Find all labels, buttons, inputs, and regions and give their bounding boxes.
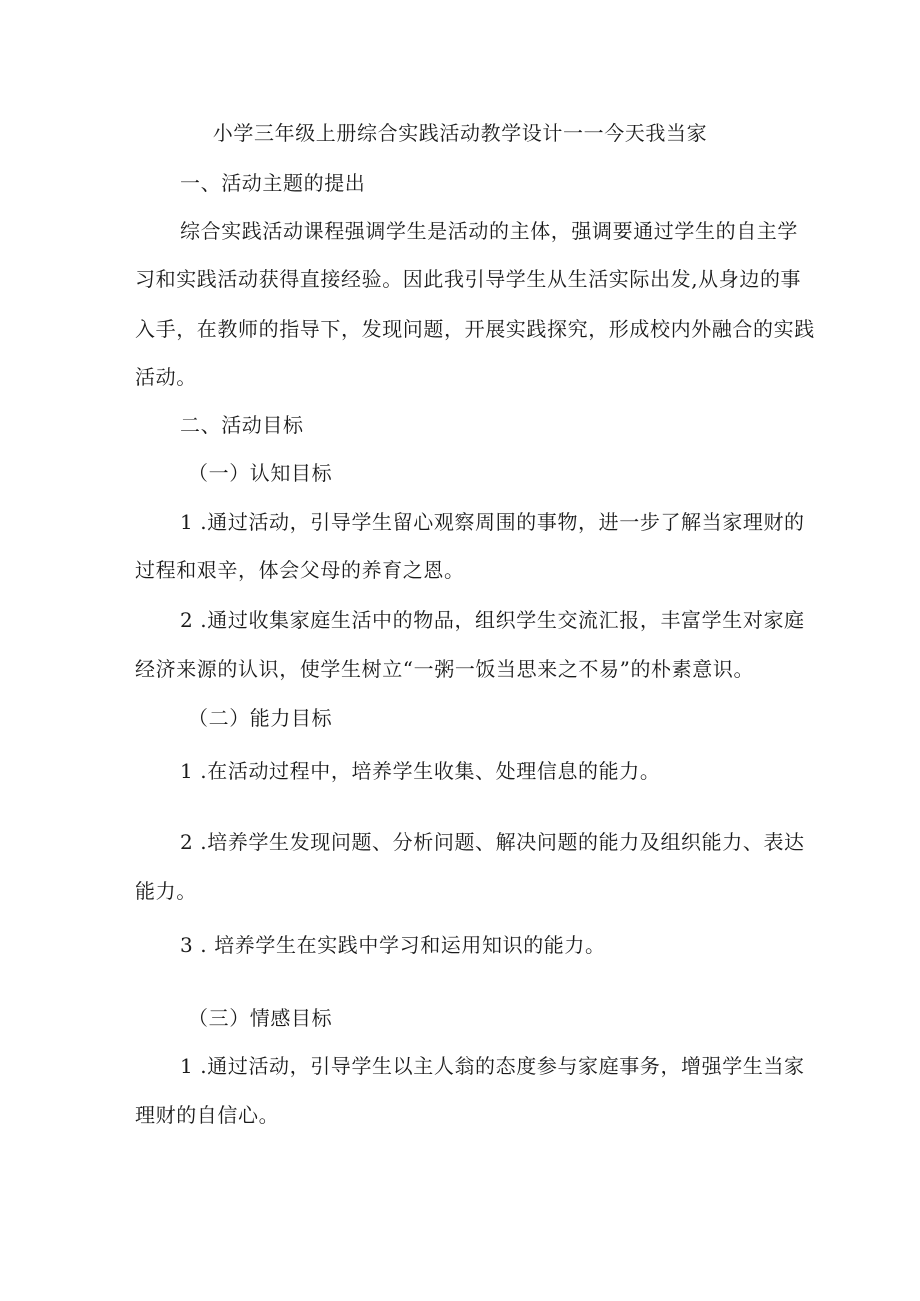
subsection-heading-cognitive: （一）认知目标 (188, 461, 333, 485)
list-item-line: 1 .通过活动，引导学生以主人翁的态度参与家庭事务，增强学生当家 (180, 1054, 805, 1078)
list-item-line: 2 .培养学生发现问题、分析问题、解决问题的能力及组织能力、表达 (180, 830, 805, 854)
paragraph-line: 综合实践活动课程强调学生是活动的主体，强调要通过学生的自主学 (180, 219, 798, 243)
document-title: 小学三年级上册综合实践活动教学设计一一今天我当家 (212, 121, 708, 145)
section-heading-topic: 一、活动主题的提出 (180, 171, 366, 195)
subsection-heading-emotion: （三）情感目标 (188, 1006, 333, 1030)
section-heading-goals: 二、活动目标 (180, 413, 304, 437)
list-item-line: 理财的自信心。 (135, 1103, 280, 1127)
list-item-line: 能力。 (135, 879, 197, 903)
paragraph-line: 入手，在教师的指导下，发现问题，开展实践探究，形成校内外融合的实践 (135, 317, 815, 341)
list-item-line: 1 .在活动过程中，培养学生收集、处理信息的能力。 (180, 759, 661, 783)
list-item-line: 2 .通过收集家庭生活中的物品，组织学生交流汇报，丰富学生对家庭 (180, 608, 805, 632)
subsection-heading-ability: （二）能力目标 (188, 706, 333, 730)
paragraph-line: 习和实践活动获得直接经验。因此我引导学生从生活实际出发,从身边的事 (135, 267, 802, 291)
list-item-line: 1 .通过活动，引导学生留心观察周围的事物，进一步了解当家理财的 (180, 510, 805, 534)
list-item-line: 3 . 培养学生在实践中学习和运用知识的能力。 (180, 933, 606, 957)
list-item-line: 过程和艰辛，体会父母的养育之恩。 (135, 558, 465, 582)
list-item-line: 经济来源的认识，使学生树立“一粥一饭当思来之不易”的朴素意识。 (135, 657, 755, 681)
paragraph-line: 活动。 (135, 365, 197, 389)
